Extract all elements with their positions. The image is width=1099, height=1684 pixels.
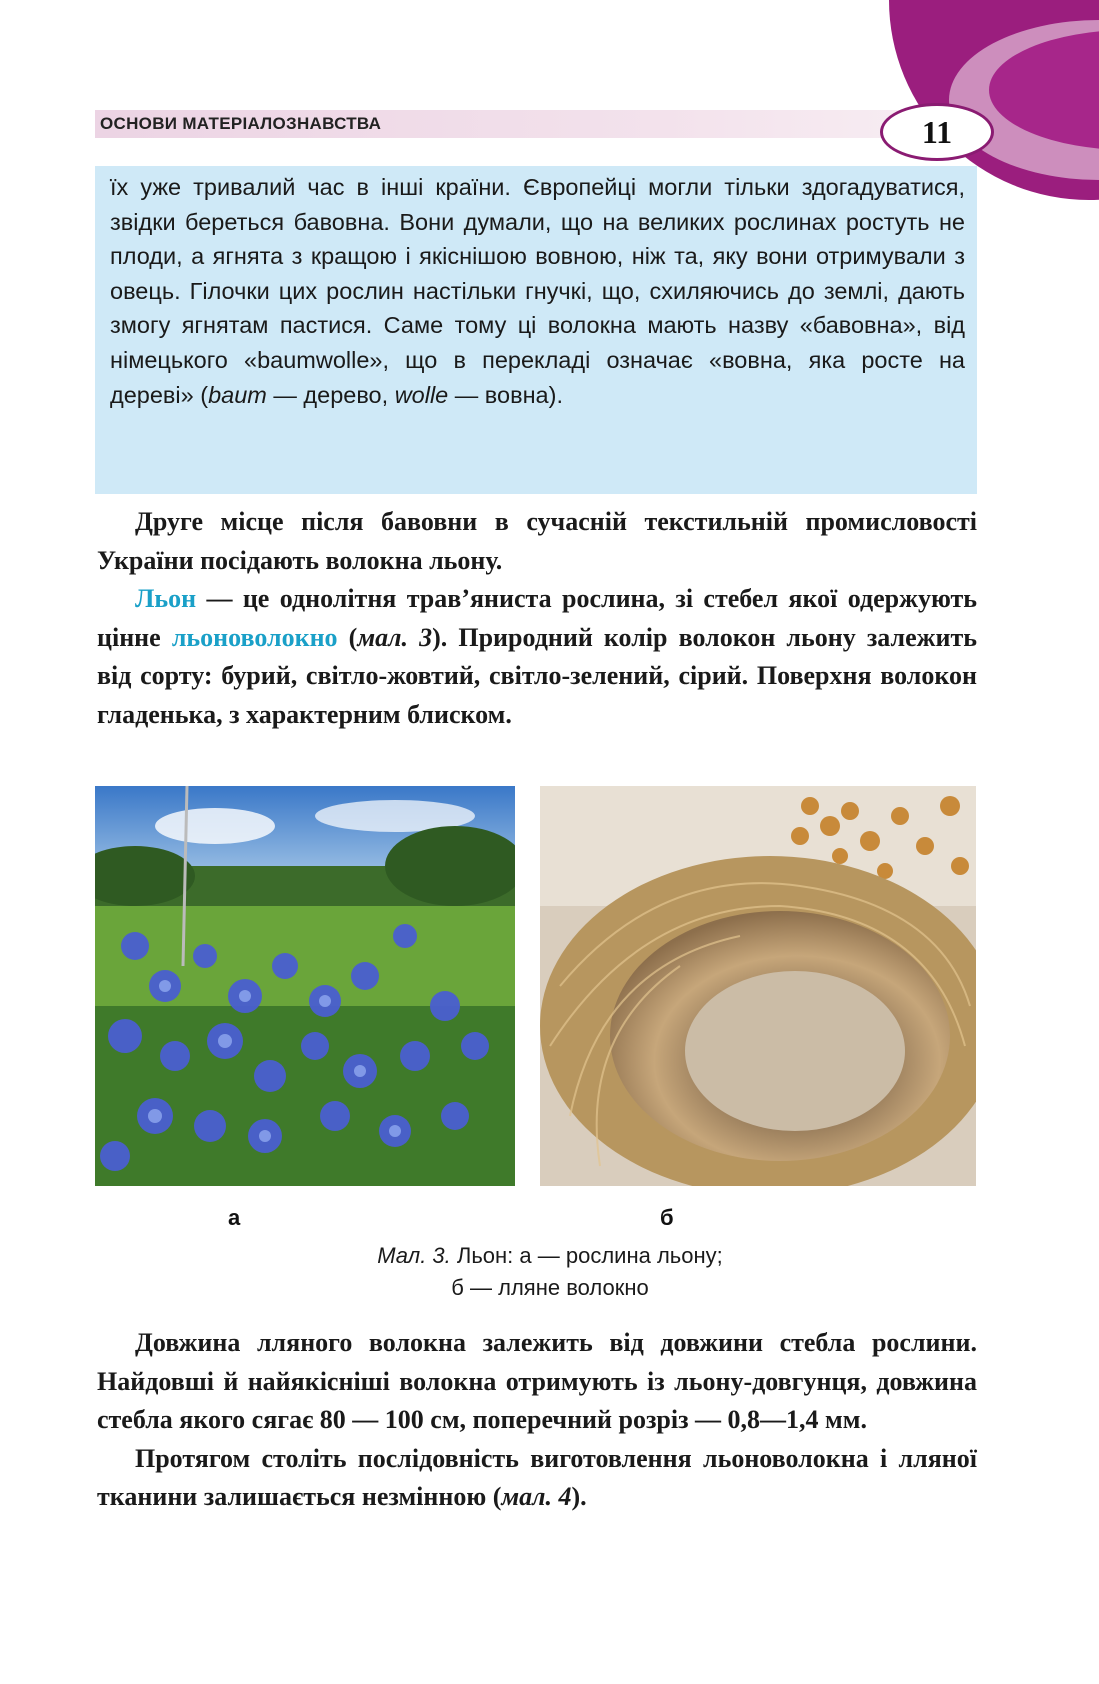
page-number: 11	[880, 103, 994, 161]
info-box-text: їх уже тривалий час в інші країни. Європейці могли тільки здогадуватися, звідки береться бавовна. Вони думали, що на великих рослинах ростуть не плоди, а ягнята з кращою і якіснішою вовною, ніж та, яку вони отримували з овець. Гілочки цих рослин настільки гнучкі, що, схиляючись до землі, дають змогу ягнятам пастися. Саме тому ці волокна мають назву «бавовна», від німецького «baumwolle», що в перекладі означає «вовна, яка росте на дереві» (baum — дерево, wolle — вовна).	[110, 174, 965, 408]
term-flax-fiber: льоноволокно	[171, 622, 338, 652]
figure-label-b: б	[660, 1205, 674, 1230]
body-text-top	[97, 503, 977, 734]
figure-reference: мал. 3	[357, 622, 433, 652]
paragraph-2: Льон — це однолітня трав’яниста рослина, зі стебел якої одержують цінне льоноволокно (мал. 3). Природний колір волокон льону залежить від сорту: бурий, світло-жовтий, світло-зелений, сірий. Поверхня волокон гладенька, з характерним блиском.	[97, 584, 977, 729]
photo-flax-plant	[95, 786, 515, 1186]
figure-label-a: а	[228, 1205, 241, 1230]
term-baum: baum	[208, 381, 267, 408]
photo-flax-fiber	[540, 786, 976, 1186]
section-title: ОСНОВИ МАТЕРІАЛОЗНАВСТВА	[100, 114, 382, 133]
term-flax: Льон	[135, 584, 197, 613]
term-wolle: wolle	[394, 381, 449, 408]
figure-reference-4: мал. 4	[501, 1482, 572, 1511]
figure-caption: Мал. 3. Льон: а — рослина льону; б — лляне волокно	[377, 1243, 723, 1300]
paragraph-3: Довжина лляного волокна залежить від довжини стебла рослини. Найдовші й найякісніші волокна отримують із льону-довгунця, довжина стебла якого сягає 80 — 100 см, поперечний розріз — 0,8—1,4 мм.	[97, 1328, 977, 1434]
caption-reference: Мал. 3.	[377, 1243, 451, 1268]
paragraph-4: Протягом століть послідовність виготовлення льоноволокна і лляної тканини залишається незмінною (мал. 4).	[97, 1443, 977, 1511]
paragraph-1: Друге місце після бавовни в сучасній текстильній промисловості України посідають волокна льону.	[97, 507, 977, 575]
body-text-bottom	[97, 1324, 977, 1517]
